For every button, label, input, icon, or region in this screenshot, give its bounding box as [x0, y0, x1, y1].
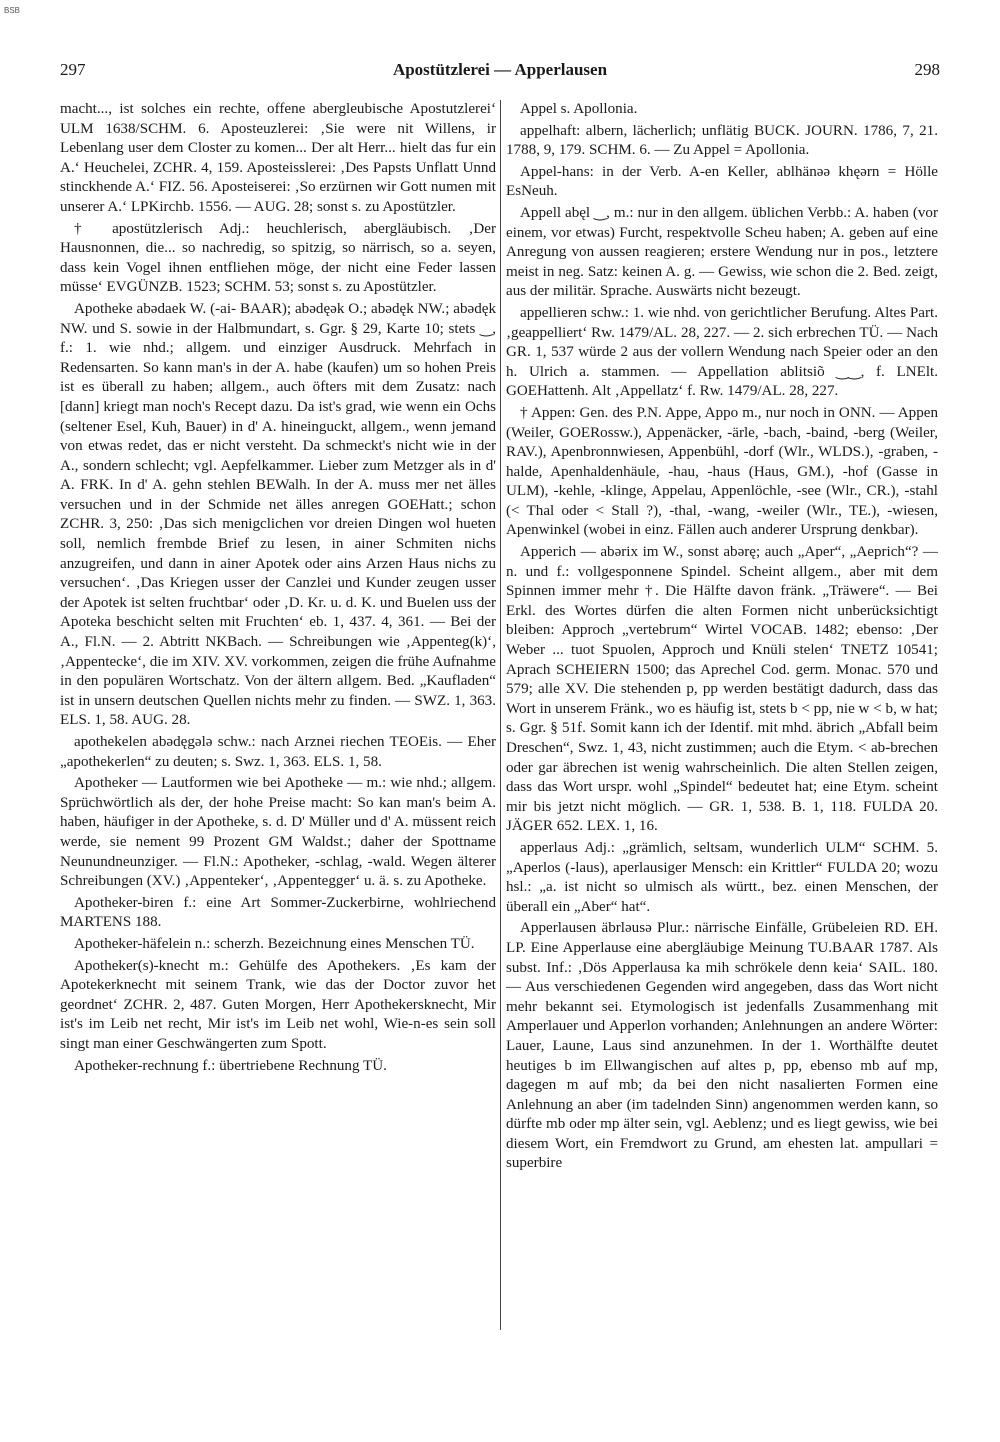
entry-appellieren: appellieren schw.: 1. wie nhd. von gerichtlicher Berufung. Altes Part. ‚geappelliert‘ Rw. 1479/AL. 28, 227. — 2. sich erbrechen TÜ. — Nach GR. 1, 537 würde 2 aus der vollern Wendung nach Speier oder an den h. Ulrich a. stammen. — Appellation ablitsiõ ‿‿, f. LNElt. GOEHattenh. Alt ‚Appellatz‘ f. Rw. 1479/AL. 28, 227. [506, 304, 938, 400]
entry-appen: † Appen: Gen. des P.N. Appe, Appo m., nur noch in ONN. — Appen (Weiler, GOERossw.), Appenäcker, -ärle, -bach, -baind, -berg (Weiler, RAV.), Apenbronnwiesen, Appenbühl, -dorf (Wlr., WLDS.), -graben, -halde, Apenhaldenhäule, -hau, -haus (Haus, GM.), -hof (Gasse in ULM), -kehle, -klinge, Appelau, Appenlöchle, -see (Wlr., CR.), -stahl (< Thal oder < Stall ?), -thal, -wang, -weiler (Wlr., TE.), -wiesen, Apenwinkel (wobei in einz. Fällen auch anderer Ursprung denkbar). [506, 404, 938, 539]
left-column [60, 100, 496, 1078]
entry-apostutzlerei-continued: macht..., ist solches ein rechte, offene abergleubische Apostutzlerei‘ ULM 1638/SCHM. 6. Aposteuzlerei: ‚Sie were nit Willens, ir Lebenlang user dem Closter zu komen... Der alt Herr... hielt das fur ein A.‘ Heuchelei, ZCHR. 4, 159. Aposteisslerei: ‚Des Papsts Unflatt Unnd stinckhende A.‘ FIZ. 56. Aposteiserei: ‚So erzürnen wir Gott numen mit unserer A.‘ LPKirchb. 1556. — AUG. 28; sonst s. zu Apostützler. [60, 101, 496, 215]
entry-apotheker-biren: Apotheker-biren f.: eine Art Sommer-Zuckerbirne, wohlriechend MARTENS 188. [60, 894, 496, 931]
entry-appel-hans: Appel-hans: in der Verb. A-en Keller, ablhänəə khęərn = Hölle EsNeuh. [506, 163, 938, 200]
library-stamp: BSB [4, 6, 21, 15]
page-header [60, 60, 940, 84]
page-number-left: 297 [60, 60, 86, 79]
entry-apotheker: Apotheker — Lautformen wie bei Apotheke — m.: wie nhd.; allgem. Sprüchwörtlich als der, der hohe Preise macht: So kan man's beim A. haben, häufiger in der Apotheke, s. d. D' Müller und d' A. müssent reich werde, sie nement 99 Prozent GM Waldst.; daher der Spottname Neunundneunziger. — Fl.N.: Apotheker, -schlag, -wald. Wegen älterer Schreibungen (XV.) ‚Appenteker‘, ‚Appentegger‘ u. ä. s. zu Apotheke. [60, 775, 496, 890]
entry-appel: Appel s. Apollonia. [520, 101, 638, 117]
column-divider [500, 100, 501, 1330]
entry-apperlausen: Apperlausen äbrləusə Plur.: närrische Einfälle, Grübeleien RD. EH. LP. Eine Apperlause eine abergläubige Meinung TU.BAAR 1787. Als subst. Inf.: ‚Dös Apperlausa ka mih schrökele denn keia‘ SAIL. 180. — Aus verschiedenen Gegenden wird angegeben, dass das Wort nicht mehr bekannt sei. Etymologisch ist jedenfalls Zusammenhang mit Amperlauer und Apperlon vorhanden; Anlehnungen an andere Wörter: Lauer, Laune, Laus sind anzunehmen. In der 1. Worthälfte deutet heutiges b im Ellwangischen auf altes p, pp, ebenso mb auf mp, dagegen m auf mb; da bei den nicht nasalierten Formen eine Anlehnung an aber (im tadelnden Sinn) angenommen werden kann, so dürfte mb oder mp älter sein, vgl. Aeblenz; und es liegt gewiss, wie bei diesem Wort, ein Fremdwort zu Grund, am ehesten lat. ampullari = superbire [506, 920, 938, 1172]
entry-apothekelen: apothekelen abədęgələ schw.: nach Arznei riechen TEOEis. — Eher „apothekerlen“ zu deuten; s. Swz. 1, 363. ELS. 1, 58. [60, 734, 496, 770]
entry-apotheker-rechnung: Apotheker-rechnung f.: übertriebene Rechnung TÜ. [74, 1057, 387, 1074]
running-title: Apostützlerei — Apperlausen [392, 60, 608, 79]
entry-appell: Appell abęl ‿, m.: nur in den allgem. üblichen Verbb.: A. haben (vor einem, vor etwas) Furcht, respektvolle Scheu haben; A. geben auf eine Anregung von aussen reagieren; erstere Wendung nur in pos., letztere meist in neg. Satz: keinen A. g. — Gewiss, wie schon die 2. Bed. zeigt, aus der militär. Sprache. Auswärts nicht bezeugt. [506, 204, 938, 300]
entry-appelhaft: appelhaft: albern, lächerlich; unflätig BUCK. JOURN. 1786, 7, 21. 1788, 9, 179. SCHM. 6. — Zu Appel = Apollonia. [506, 122, 938, 159]
entry-apperich: Apperich — abərix im W., sonst abərę; auch „Aper“, „Aeprich“? — n. und f.: vollgesponnene Spindel. Scheint allgem., aber mit dem Spinnen immer mehr †. Die Hälfte davon fränk. „Träwere“. — Bei Erkl. des Wortes dürfen die alten Formen nicht unberücksichtigt bleiben: Approch „vertebrum“ Wirtel VOCAB. 1482; ebenso: ‚Der Weber ... tuot Spuolen, Approch und Knüli stelen‘ TNETZ 10541; Aprach SCHEIERN 1500; das Aprechel Cod. germ. Monac. 570 und 579; alle XV. Die stehenden p, pp werden bestätigt dadurch, dass das Wort in unserem Fränk., wo es häufig ist, stets b < pp, nie w < b, w hat; s. Ggr. § 51f. Somit kann ich der Identif. mit mhd. äbrich „Abfall beim Dreschen“, Swz. 1, 43, nicht zustimmen; auch die Etym. < ab-brechen oder gar äbrechen ist wenig wahrscheinlich. Die alten Stellen zeigen, dass das Wort urspr. wohl „Spindel“ bedeutet hat; eine Etym. scheint mir bis jetzt nicht möglich. — GR. 1, 538. B. 1, 118. FULDA 20. JÄGER 652. LEX. 1, 16. [506, 544, 938, 835]
entry-apostutzlerisch: † apostützlerisch Adj.: heuchlerisch, abergläubisch. ‚Der Hausnonnen, die... so nachredig, so spitzig, so närrisch, so a. seyen, dass kein Vogel ihnen entfliehen möge, der nicht eine Feder lassen müsse‘ EVGÜNZB. 1523; SCHM. 53; sonst s. zu Apostützler. [60, 220, 496, 296]
entry-apperlaus: apperlaus Adj.: „grämlich, seltsam, wunderlich ULM“ SCHM. 5. „Aperlos (-laus), aperlausiger Mensch: ein Krittler“ FULDA 20; wozu hsl.: „a. ist nicht so ulmisch als württ., bez. einen Menschen, der überall ein „Aber“ hat“. [506, 839, 938, 915]
entry-apotheke: Apotheke abədaek W. (-ai- BAAR); abədęək O.; abədęk NW.; abədęk NW. und S. sowie in der Halbmundart, s. Ggr. § 29, Karte 10; stets ‿, f.: 1. wie nhd.; allgem. und einziger Ausdruck. Mehrfach in Redensarten. So kann man's in der A. habe (kaufen) um so hohen Preis ist es überall zu haben; allgem., auch öfters mit dem Zusatz: nach [dann] kriegt man noch's Recept dazu. Da ist's grad, wie wenn ein Ochs (seltener Esel, Kuh, Bauer) in d' A. hineinguckt, allgem., wenn jemand von etwas redet, das er nicht versteht. Da schmeckt's nicht wie in der A., sondern schlecht; vgl. Aepfelkammer. Lieber zum Metzger als in d' A. FRK. In d' A. gehn stehlen BEWalh. In der A. muss mer net älles versuchen und in der Schmide net älles anregen GOEHatt.; schon ZCHR. 3, 250: ‚Das sich menigclichen vor dreien Dingen wol hueten soll, nemlich frembde Brief zu lesen, in ainer Schmiten nichs anzugreifen, und dann in ainer Apotek oder ains Arzen Haus nichs zu versuchen‘. ‚Das Kriegen usser der Canzlei und Kunder zeugen usser der Apotek ist selten fruchtbar‘ oder ‚D. Kr. u. d. K. und Buelen uss der Apoteka beschicht selten mit Fruchten‘ eb. 1, 437. 4, 361. — Bei der A., Fl.N. — 2. Abtritt NKBach. — Schreibungen wie ‚Appenteg(k)‘, ‚Appentecke‘, die im XIV. XV. vorkommen, zeigen die frühe Aufnahme in den populären Wortschatz. Von der ältern allgem. Bed. „Kaufladen“ ist in unsern deutschen Quellen nichts mehr zu finden. — SWZ. 1, 363. ELS. 1, 58. AUG. 28. [60, 300, 496, 729]
entry-apotheker-hafelein: Apotheker-häfelein n.: scherzh. Bezeichnung eines Menschen TÜ. [74, 935, 475, 952]
page-number-right: 298 [914, 60, 940, 79]
entry-apothekers-knecht: Apotheker(s)-knecht m.: Gehülfe des Apothekers. ‚Es kam der Apotekerknecht mit seinem Trank, wie das der Doctor zuvor het geordnet‘ ZCHR. 2, 487. Guten Morgen, Herr Apothekersknecht, Mir ist's im Leib net recht, Mir ist's im Leib net wohl, Wie-n-es sein soll singt man einer Geschwängerten zum Spott. [60, 957, 496, 1052]
right-column [506, 100, 938, 1176]
